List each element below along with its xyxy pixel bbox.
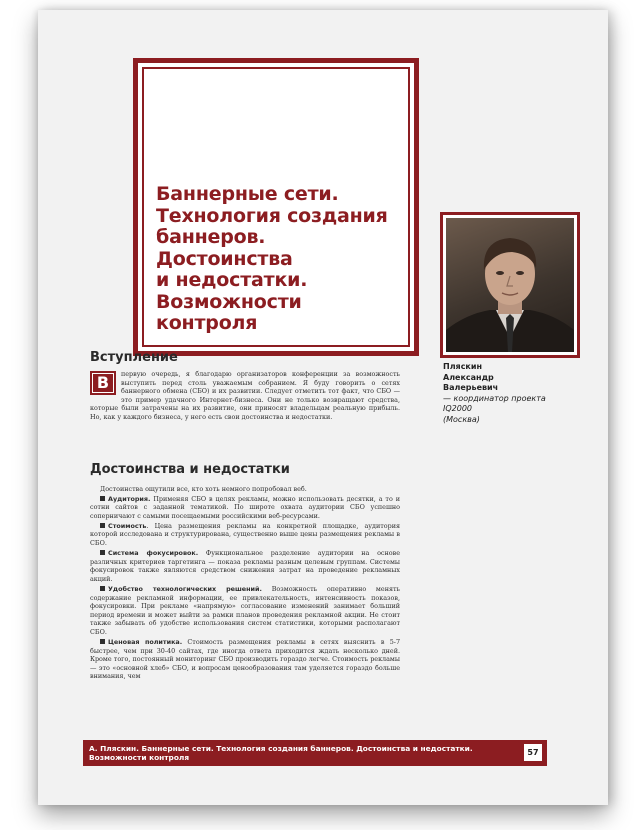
author-photo-frame [440, 212, 580, 358]
footer-title: А. Пляскин. Баннерные сети. Технология создания баннеров. Достоинства и недостатки. Возможности контроля [89, 744, 473, 762]
item-text: Функциональное разделение аудитории на основе различных критериев таргетинга — показа рекламы разным целевым группам. Системы фокусировок также являются средством снижения затрат на проведение рекламных акций. [90, 549, 400, 583]
list-item [90, 585, 400, 637]
intro-text: первую очередь, я благодарю организаторов конференции за возможность выступить перед столь уважаемым собранием. Я буду говорить о сетях баннерного обмена (СБО) и их развитии. Следует отметить тот факт, что СБО — это пример удачного Интернет-бизнеса. Они не только возвращают средства, которые были затрачены на их развитие, они приносят владельцам реальную прибыль. Но, как у каждого бизнеса, у него есть свои достоинства и недостатки. [90, 370, 400, 421]
author-name-line: Александр [443, 372, 494, 382]
section-body [90, 483, 400, 681]
list-item [90, 638, 400, 681]
author-role-line: (Москва) [443, 414, 480, 424]
item-term: Аудитория. [108, 494, 151, 503]
author-name-line: Валерьевич [443, 383, 499, 392]
item-text: . Цена размещения рекламы на конкретной площадке, аудитория которой исследована и структурирована, существенно выше цены размещения рекламы в СБО. [90, 521, 400, 548]
bullet-icon [100, 550, 105, 555]
item-term: Система фокусировок. [108, 549, 199, 558]
page-number: 57 [523, 743, 543, 762]
intro-paragraph [90, 370, 400, 422]
item-text: Возможность оперативно менять содержание рекламной информации, ее привлекательность, интенсивность показов, фокусировки. При рекламе «напрямую» согласование изменений занимает больший период времени и может выйти за рамки планов проведения рекламной акции. Не стоит также забывать об удобстве использования систем статистики, которыми располагают СБО. [90, 585, 400, 636]
author-info [443, 362, 583, 425]
bullet-icon [100, 639, 105, 644]
list-item [90, 495, 400, 521]
magazine-page [38, 10, 608, 805]
list-item [90, 522, 400, 548]
page-footer [83, 740, 547, 766]
list-item [90, 549, 400, 583]
dropcap [90, 371, 116, 395]
bullet-icon [100, 523, 105, 528]
title-frame-inner [142, 67, 410, 347]
bullet-icon [100, 496, 105, 501]
item-term: Стоимость [108, 521, 147, 530]
article-title: Баннерные сети. Технология создания баннеров. Достоинства и недостатки. Возможности контроля [156, 183, 388, 334]
title-frame-border [138, 63, 414, 351]
portrait-illustration [446, 218, 574, 352]
bullet-icon [100, 586, 105, 591]
author-name-line: Пляскин [443, 362, 482, 371]
dropcap-letter: В [92, 373, 114, 393]
author-photo [446, 218, 574, 352]
intro-heading: Вступление [90, 350, 178, 365]
item-text: Применяя СБО в целях рекламы, можно использовать десятки, а то и сотни сайтов с заданной тематикой. По широте охвата аудитории СБО успешно соперничают с самыми посещаемыми российскими веб-ресурсами. [90, 494, 400, 520]
item-text: Стоимость размещения рекламы в сетях выяснить в 5-7 быстрее, чем при 30-40 сайтах, где иногда ответа приходится ждать несколько дней. Кроме того, постоянный мониторинг СБО производить гораздо легче. Стоимость рекламы — это «основной хлеб» СБО, и вопросам ценообразования там уделяется гораздо больше внимания, чем [90, 638, 401, 681]
item-term: Удобство технологических решений. [108, 585, 262, 594]
section-lead: Достоинства ощутили все, кто хоть немного попробовал веб. [100, 484, 307, 493]
author-photo-border [443, 215, 577, 355]
section-heading: Достоинства и недостатки [90, 462, 290, 477]
item-term: Ценовая политика. [108, 638, 183, 647]
author-role-line: IQ2000 [443, 404, 473, 413]
title-frame [133, 58, 419, 356]
author-role-line: — координатор проекта [443, 393, 546, 403]
